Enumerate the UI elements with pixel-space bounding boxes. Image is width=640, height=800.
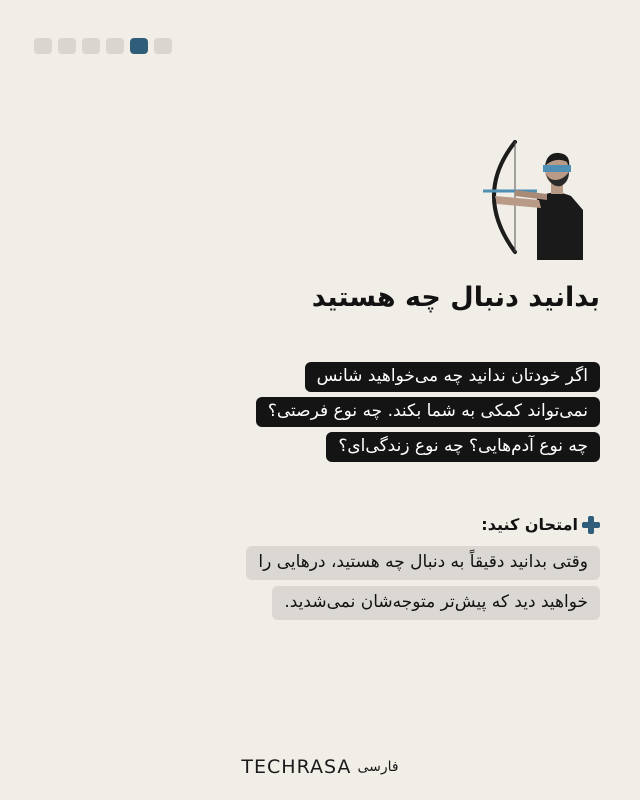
try-label: امتحان کنید: bbox=[481, 515, 578, 534]
intro-line-3: چه نوع آدم‌هایی؟ چه نوع زندگی‌ای؟ bbox=[326, 432, 600, 462]
page-dot-2 bbox=[58, 38, 76, 54]
page-dot-1 bbox=[34, 38, 52, 54]
intro-line-1: اگر خودتان ندانید چه می‌خواهید شانس bbox=[305, 362, 600, 392]
brand-latin: TECHRASA bbox=[241, 756, 352, 778]
page-dot-6 bbox=[154, 38, 172, 54]
page-title: بدانید دنبال چه هستید bbox=[311, 282, 600, 313]
page-dot-5-active bbox=[130, 38, 148, 54]
plus-icon bbox=[582, 516, 600, 534]
page-dot-4 bbox=[106, 38, 124, 54]
blindfolded-archer-illustration bbox=[475, 140, 590, 260]
try-heading bbox=[481, 515, 600, 534]
brand-logo bbox=[0, 756, 640, 778]
try-line-2: خواهید دید که پیش‌تر متوجه‌شان نمی‌شدید. bbox=[272, 586, 600, 620]
intro-paragraph bbox=[256, 362, 600, 467]
intro-line-2: نمی‌تواند کمکی به شما بکند. چه نوع فرصتی؟ bbox=[256, 397, 600, 427]
try-line-1: وقتی بدانید دقیقاً به دنبال چه هستید، درهایی را bbox=[246, 546, 600, 580]
brand-persian: فارسی bbox=[357, 759, 399, 775]
try-paragraph bbox=[246, 546, 600, 626]
page-dot-3 bbox=[82, 38, 100, 54]
pagination-dots bbox=[34, 38, 172, 54]
